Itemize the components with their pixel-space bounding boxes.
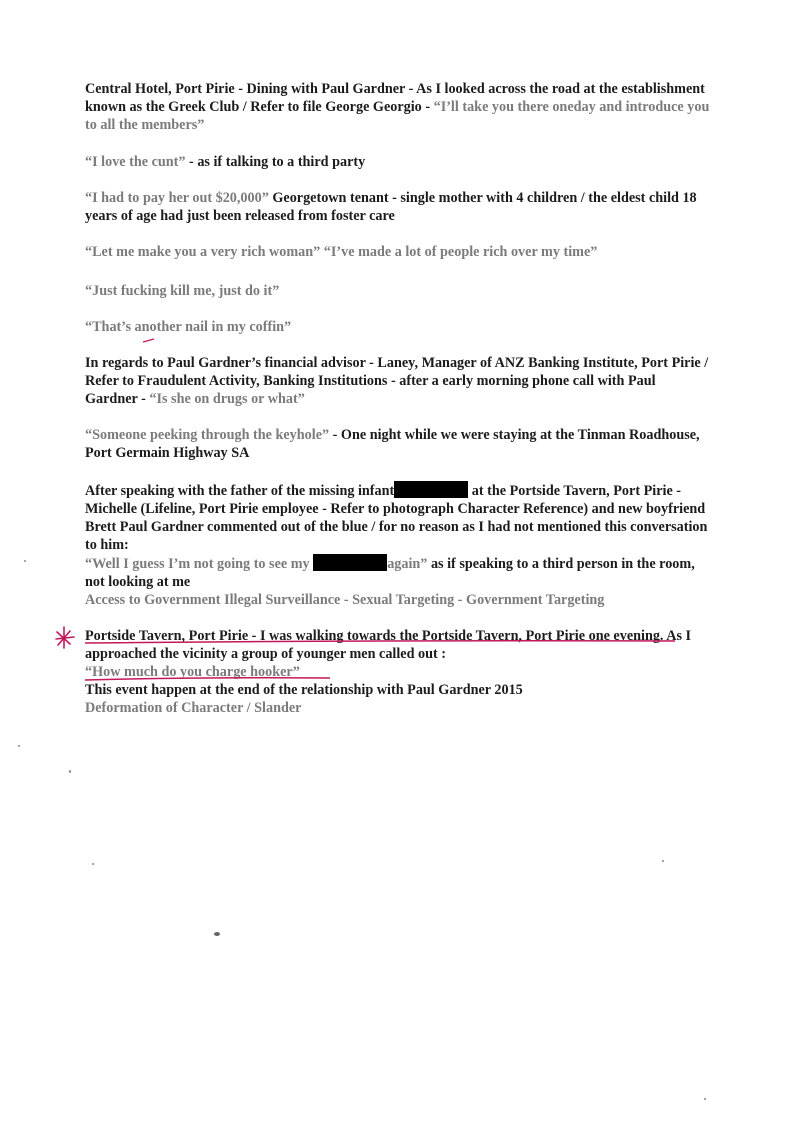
quote-take-you-there: “I’ll take you there oneday and introduce you to all the members” [85,99,710,133]
scan-speck [214,932,220,936]
paragraph-missing-infant [85,481,710,609]
quote-love: “I love the cunt” [85,154,186,170]
text-central-hotel: Central Hotel, Port Pirie - Dining with Paul Gardner - As I looked across the road at the establishment known as the Greek Club / Refer to file George Georgio - [85,81,705,115]
asterisk-mark-icon [56,627,74,648]
scan-speck [69,770,71,773]
quote-rich-woman: “Let me make you a very rich woman” [85,244,321,260]
text-surveillance: Access to Government Illegal Surveillance - Sexual Targeting - Government Targeting [85,592,605,608]
text-third-party: - as if talking to a third party [185,154,366,170]
text-end-of-relationship: This event happen at the end of the relationship with Paul Gardner 2015 [85,682,523,698]
scan-speck [704,1098,706,1100]
scan-speck [24,560,26,562]
scan-speck [18,745,20,747]
text-third-person: as if speaking to a third person in the room, not looking at me [85,556,695,590]
paragraph-pay-out [85,189,710,225]
redaction-box [313,554,387,571]
quote-on-drugs: “Is she on drugs or what” [149,391,305,407]
quote-well-i-guess: “Well I guess I’m not going to see my [85,556,314,572]
text-deformation: Deformation of Character / Slander [85,700,302,716]
paragraph-central-hotel [85,80,710,134]
text-portside-michelle: at the Portside Tavern, Port Pirie - Michelle (Lifeline, Port Pirie employee - Refer to photograph Character Reference) and new boyfriend Brett Paul Gardner commented out of the blue / for no reason as I had not mentioned this conversation to him: [85,483,708,553]
quote-hooker: “How much do you charge hooker” [85,664,300,680]
quote-pay-out: “I had to pay her out $20,000” [85,190,269,206]
paragraph-keyhole [85,426,710,462]
text-portside-tavern: Portside Tavern, Port Pirie - I was walking towards the Portside Tavern, Port Pirie one evening. As I approached the vicinity a group of younger men called out : [85,628,692,662]
paragraph-kill-me [85,282,710,300]
quote-kill-me: “Just fucking kill me, just do it” [85,283,280,299]
text-financial-advisor: In regards to Paul Gardner’s financial advisor - Laney, Manager of ANZ Banking Institute, Port Pirie / Refer to Fraudulent Activity, Banking Institutions - after a early morning phone call with Paul Gardner - [85,355,709,407]
quote-keyhole: “Someone peeking through the keyhole” [85,427,330,443]
paragraph-portside-tavern [85,627,710,717]
text-missing-infant: After speaking with the father of the missing infant [85,483,395,499]
quote-made-people-rich: “I’ve made a lot of people rich over my time” [320,244,598,260]
paragraph-love-quote [85,153,710,171]
redaction-box [394,481,468,498]
quote-nail-coffin: “That’s another nail in my coffin” [85,319,292,335]
quote-again: again” [387,556,428,572]
paragraph-financial-advisor [85,354,710,408]
text-tinman-roadhouse: - One night while we were staying at the Tinman Roadhouse, Port Germain Highway SA [85,427,700,461]
paragraph-rich-woman [85,243,710,261]
paragraph-nail-coffin [85,318,710,336]
pen-tick-mark [143,339,154,342]
text-georgetown-tenant: Georgetown tenant - single mother with 4 children / the eldest child 18 years of age had just been released from foster care [85,190,697,224]
scan-speck [662,860,664,862]
scan-speck [92,863,94,865]
